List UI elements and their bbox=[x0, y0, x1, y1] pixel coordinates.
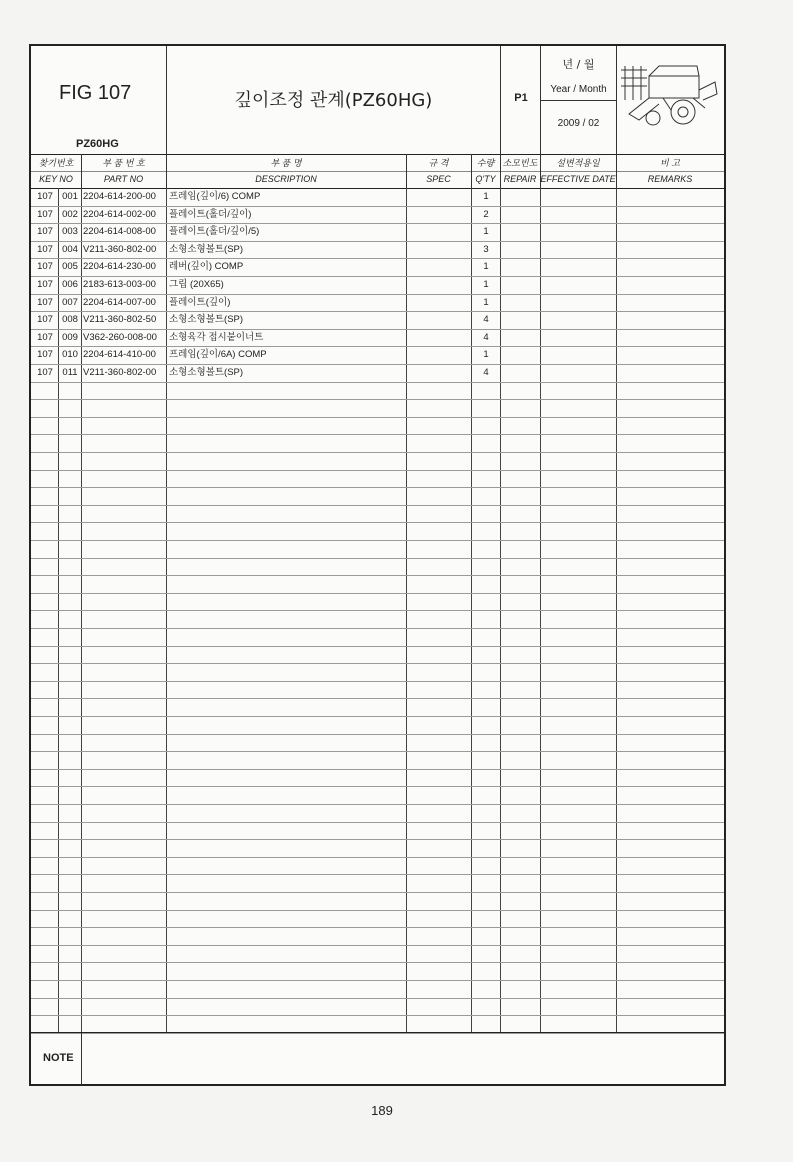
cell-key-no: 007 bbox=[62, 296, 78, 308]
cell-part-no: 2204-614-008-00 bbox=[83, 226, 156, 238]
cell-qty: 1 bbox=[483, 261, 489, 273]
header-qty: 수량 Q'TY bbox=[475, 158, 496, 184]
cell-part-no: 2183-613-003-00 bbox=[83, 279, 156, 290]
header-effective-date: 설변적용일 EFFECTIVE DATE bbox=[540, 158, 616, 184]
cell-qty: 1 bbox=[483, 296, 489, 308]
page-index: P1 bbox=[514, 92, 528, 104]
cell-qty: 3 bbox=[483, 243, 489, 255]
cell-key-no: 009 bbox=[62, 331, 78, 343]
page-number: 189 bbox=[371, 1103, 393, 1118]
header-description: 부 품 명 DESCRIPTION bbox=[255, 158, 317, 184]
cell-fig: 107 bbox=[37, 367, 53, 378]
cell-description: 프레임(깊이/6A) COMP bbox=[169, 349, 267, 361]
cell-key-no: 006 bbox=[62, 279, 78, 290]
cell-key-no: 005 bbox=[62, 261, 78, 273]
cell-qty: 2 bbox=[483, 208, 489, 220]
parts-list-sheet bbox=[29, 44, 726, 1086]
cell-description: 플레이트(홀더/깊이) bbox=[169, 208, 252, 220]
cell-fig: 107 bbox=[37, 191, 53, 202]
header bbox=[31, 46, 724, 155]
cell-part-no: 2204-614-410-00 bbox=[83, 349, 156, 361]
cell-part-no: 2204-614-007-00 bbox=[83, 296, 156, 308]
year-month-label-en: Year / Month bbox=[550, 84, 607, 95]
cell-part-no: V211-360-802-00 bbox=[83, 367, 157, 378]
cell-qty: 4 bbox=[483, 314, 489, 326]
cell-key-no: 004 bbox=[62, 243, 78, 255]
figure-number: FIG 107 bbox=[59, 82, 132, 104]
rice-transplanter-icon bbox=[619, 60, 719, 134]
cell-part-no: V211-360-802-50 bbox=[83, 314, 157, 326]
cell-fig: 107 bbox=[37, 314, 53, 326]
header-key-no: 찾기번호 KEY NO bbox=[38, 158, 74, 184]
note-area bbox=[31, 1032, 724, 1085]
cell-fig: 107 bbox=[37, 226, 53, 238]
cell-qty: 1 bbox=[483, 349, 489, 361]
cell-fig: 107 bbox=[37, 331, 53, 343]
cell-fig: 107 bbox=[37, 208, 53, 220]
cell-qty: 1 bbox=[483, 226, 489, 238]
cell-description: 플레이트(홀더/깊이/5) bbox=[169, 226, 260, 238]
cell-fig: 107 bbox=[37, 279, 53, 290]
cell-description: 프레임(깊이/6) COMP bbox=[169, 191, 261, 202]
cell-key-no: 010 bbox=[62, 349, 78, 361]
cell-part-no: V211-360-802-00 bbox=[83, 243, 157, 255]
cell-fig: 107 bbox=[37, 261, 53, 273]
cell-description: 소형소형볼트(SP) bbox=[169, 314, 244, 326]
cell-qty: 4 bbox=[483, 367, 489, 378]
cell-description: 레버(깊이) COMP bbox=[169, 261, 244, 273]
model-name: PZ60HG bbox=[76, 138, 119, 150]
cell-description: 소형소형볼트(SP) bbox=[169, 243, 244, 255]
header-repair: 소모빈도 REPAIR bbox=[502, 158, 538, 184]
header-spec: 규 격 SPEC bbox=[426, 158, 451, 184]
year-month-label-ko: 년 / 월 bbox=[562, 58, 595, 71]
revision-date: 2009 / 02 bbox=[557, 118, 600, 129]
cell-qty: 4 bbox=[483, 331, 489, 343]
cell-key-no: 003 bbox=[62, 226, 78, 238]
column-headers bbox=[31, 154, 724, 189]
header-part-no: 부 품 번 호 PART NO bbox=[102, 158, 145, 184]
cell-description: 소형육각 접시붙이너트 bbox=[169, 331, 264, 343]
cell-description: 플레이트(깊이) bbox=[169, 296, 231, 308]
parts-table-body bbox=[31, 188, 724, 1034]
cell-part-no: 2204-614-230-00 bbox=[83, 261, 156, 273]
cell-key-no: 011 bbox=[62, 367, 78, 378]
cell-part-no: 2204-614-002-00 bbox=[83, 208, 156, 220]
cell-fig: 107 bbox=[37, 296, 53, 308]
cell-description: 소형소형볼트(SP) bbox=[169, 367, 244, 378]
cell-qty: 1 bbox=[483, 191, 489, 202]
page-title: 깊이조정 관계(PZ60HG) bbox=[234, 90, 433, 111]
cell-qty: 1 bbox=[483, 279, 489, 290]
cell-key-no: 002 bbox=[62, 208, 78, 220]
cell-description: 그립 (20X65) bbox=[169, 279, 224, 290]
cell-fig: 107 bbox=[37, 349, 53, 361]
cell-fig: 107 bbox=[37, 243, 53, 255]
cell-key-no: 008 bbox=[62, 314, 78, 326]
cell-part-no: V362-260-008-00 bbox=[83, 331, 157, 343]
note-label: NOTE bbox=[43, 1052, 74, 1064]
cell-part-no: 2204-614-200-00 bbox=[83, 191, 156, 202]
cell-key-no: 001 bbox=[62, 191, 78, 202]
header-remarks: 비 고 REMARKS bbox=[647, 158, 693, 184]
